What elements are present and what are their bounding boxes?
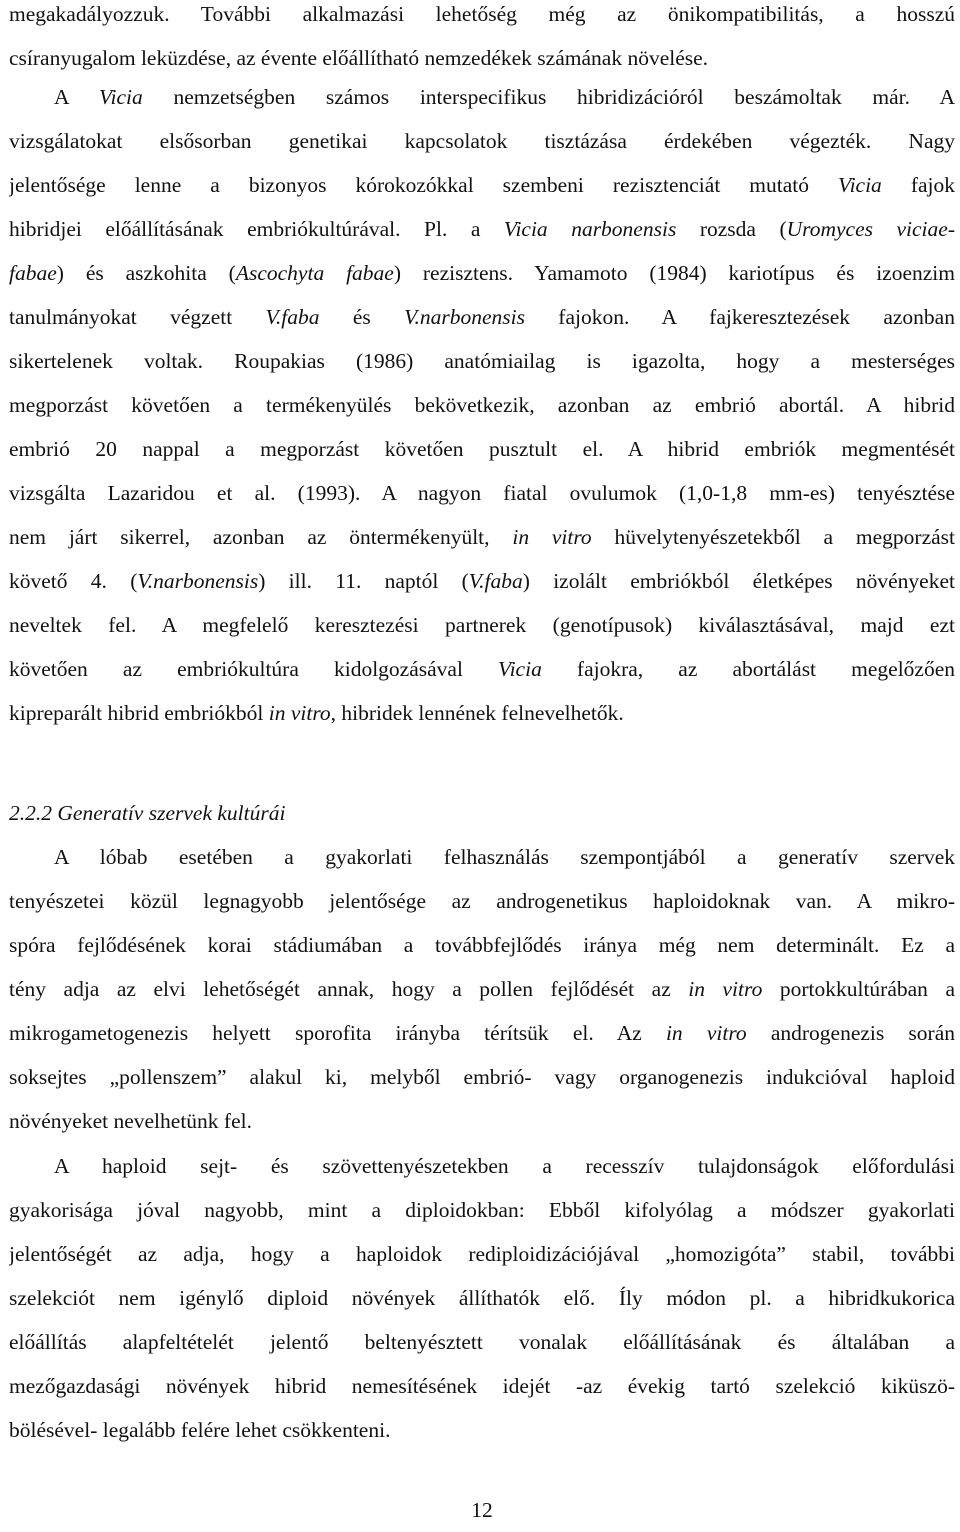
text-line: kipreparált hibrid embriókból in vitro, hibridek lennének felnevelhetők. [9, 701, 624, 725]
section-heading: 2.2.2 Generatív szervek kultúrái [9, 801, 286, 825]
text-line: mikrogametogenezis helyett sporofita irányba térítsük el. Az in vitro androgenezis során [9, 1021, 955, 1045]
text-line: tény adja az elvi lehetőségét annak, hogy a pollen fejlődését az in vitro portokkultúrában a [9, 977, 955, 1001]
paragraph-continuation [9, 0, 955, 80]
text-line: tenyészetei közül legnagyobb jelentősége az androgenetikus haploidoknak van. A mikro- [9, 889, 955, 913]
text-line: A lóbab esetében a gyakorlati felhasználás szempontjából a generatív szervek [54, 845, 955, 869]
text-line: hibridjei előállításának embriókultúrával. Pl. a Vicia narbonensis rozsda (Uromyces viciae- [9, 217, 955, 241]
text-line: előállítás alapfeltételét jelentő beltenyésztett vonalak előállításának és általában a [9, 1330, 955, 1354]
text-line: tanulmányokat végzett V.faba és V.narbonensis fajokon. A fajkeresztezések azonban [9, 305, 955, 329]
text-line: jelentősége lenne a bizonyos kórokozókkal szembeni rezisztenciát mutató Vicia fajok [9, 173, 955, 197]
text-line: vizsgálta Lazaridou et al. (1993). A nagyon fiatal ovulumok (1,0-1,8 mm-es) tenyésztése [9, 481, 955, 505]
text-line: növényeket nevelhetünk fel. [9, 1109, 252, 1133]
paragraph-vicia-hybridization [9, 75, 955, 735]
text-line: bölésével- legalább felére lehet csökkenteni. [9, 1418, 391, 1442]
text-line: megporzást követően a termékenyülés bekövetkezik, azonban az embrió abortál. A hibrid [9, 393, 955, 417]
text-line: csíranyugalom leküzdése, az évente előállítható nemzedékek számának növelése. [9, 46, 709, 70]
text-line: soksejtes „pollenszem” alakul ki, melyből embrió- vagy organogenezis indukcióval haploid [9, 1065, 955, 1089]
text-line: megakadályozzuk. További alkalmazási lehetőség még az önikompatibilitás, a hosszú [9, 2, 955, 26]
text-line: neveltek fel. A megfelelő keresztezési partnerek (genotípusok) kiválasztásával, majd ezt [9, 613, 955, 637]
text-line: embrió 20 nappal a megporzást követően pusztult el. A hibrid embriók megmentését [9, 437, 955, 461]
text-line: gyakorisága jóval nagyobb, mint a diploidokban: Ebből kifolyólag a módszer gyakorlati [9, 1198, 955, 1222]
text-line: követően az embriókultúra kidolgozásával Vicia fajokra, az abortálást megelőzően [9, 657, 955, 681]
text-line: A haploid sejt- és szövettenyészetekben a recesszív tulajdonságok előfordulási [54, 1154, 955, 1178]
page-number: 12 [471, 1498, 493, 1522]
text-line: szelekciót nem igénylő diploid növények állíthatók elő. Íly módon pl. a hibridkukorica [9, 1286, 955, 1310]
text-line: fabae) és aszkohita (Ascochyta fabae) rezisztens. Yamamoto (1984) kariotípus és izoenzim [9, 261, 955, 285]
text-line: vizsgálatokat elsősorban genetikai kapcsolatok tisztázása érdekében végezték. Nagy [9, 129, 955, 153]
paragraph-generative-organs [9, 835, 955, 1143]
text-line: A Vicia nemzetségben számos interspecifikus hibridizációról beszámoltak már. A [54, 85, 955, 109]
text-line: mezőgazdasági növények hibrid nemesítésének idejét -az évekig tartó szelekció kiküszö- [9, 1374, 955, 1398]
text-line: követő 4. (V.narbonensis) ill. 11. naptól (V.faba) izolált embriókból életképes növényeket [9, 569, 955, 593]
text-line: jelentőségét az adja, hogy a haploidok rediploidizációjával „homozigóta” stabil, további [9, 1242, 955, 1266]
text-line: spóra fejlődésének korai stádiumában a továbbfejlődés iránya még nem determinált. Ez a [9, 933, 955, 957]
text-line: sikertelenek voltak. Roupakias (1986) anatómiailag is igazolta, hogy a mesterséges [9, 349, 955, 373]
paragraph-haploid-culture [9, 1144, 955, 1452]
text-line: nem járt sikerrel, azonban az öntermékenyült, in vitro hüvelytenyészetekből a megporzást [9, 525, 955, 549]
